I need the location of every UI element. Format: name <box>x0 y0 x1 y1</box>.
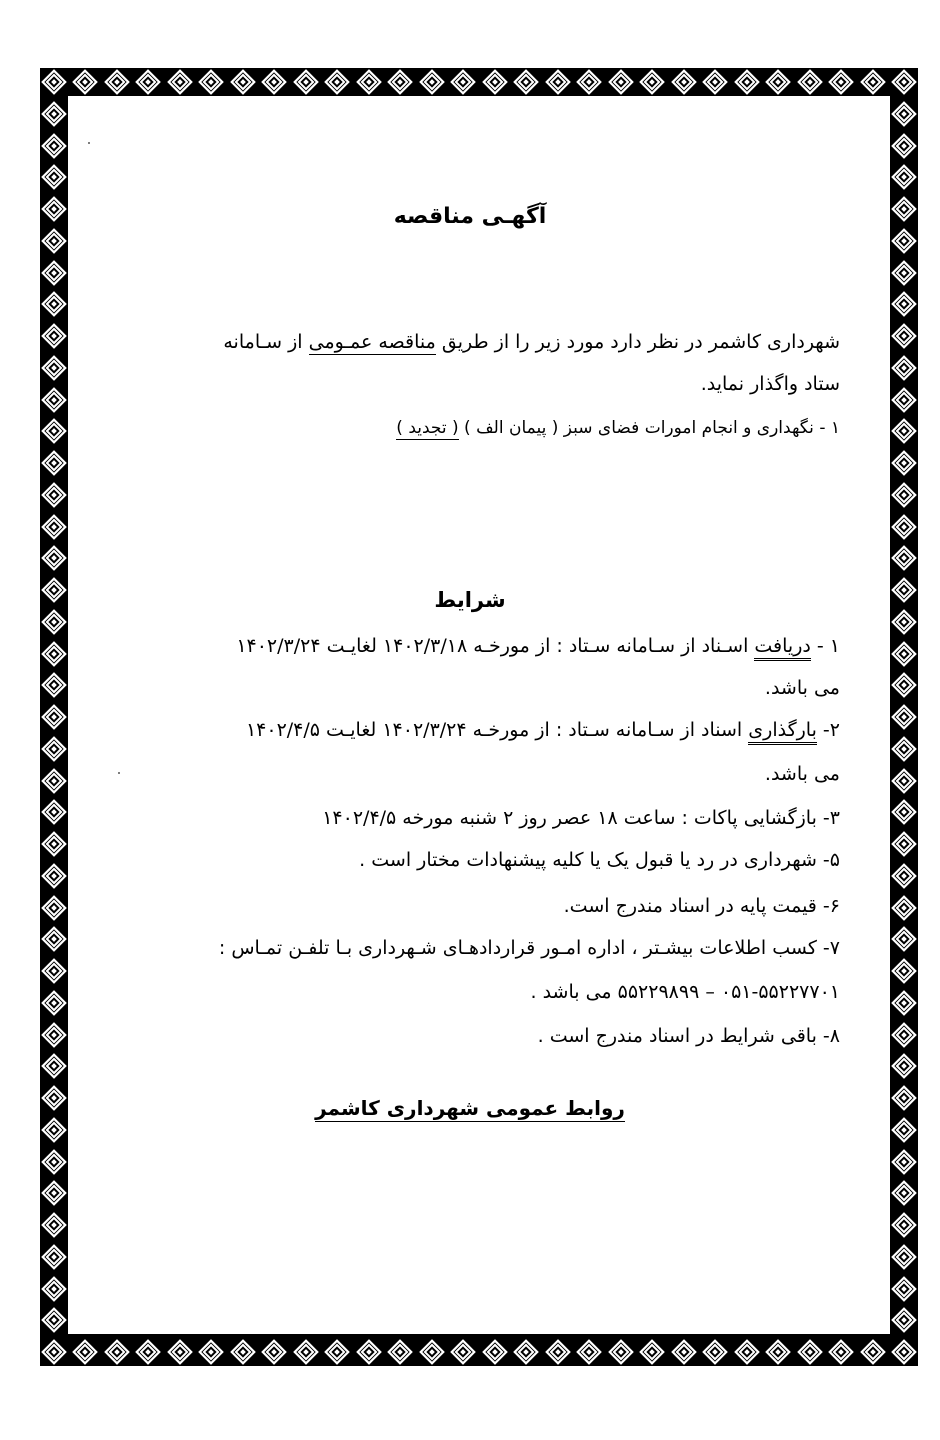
public-relations-signature: روابط عمومی شهرداری کاشمر <box>315 1096 625 1120</box>
intro-text: شهرداری کاشمر در نظر دارد مورد زیر را از طریق <box>435 331 840 353</box>
condition-2 <box>246 716 840 744</box>
page-area <box>68 96 890 1334</box>
notice-title: آگهـی مناقصه <box>393 204 547 229</box>
condition-2-cont: می باشد. <box>764 763 840 785</box>
condition-number: ۱ - <box>810 635 840 657</box>
tender-item-text: ۱ - نگهداری و انجام امورات فضای سبز ( پیمان الف ) <box>458 418 840 438</box>
condition-7: ۷- کسب اطلاعات بیشـتر ، اداره امـور قراردادهـای شـهرداری بـا تلفـن تمـاس : <box>218 937 840 959</box>
condition-text: اسـناد از سـامانه سـتاد : از مورخـه ۱۴۰۲/۳/۱۸ لغایـت ۱۴۰۲/۳/۲۴ <box>236 635 755 657</box>
condition-number: ۲- <box>816 719 840 741</box>
receive-underlined: دریافت <box>754 635 810 661</box>
intro-text-end: از سـامانه <box>223 331 309 353</box>
intro-line-1 <box>223 328 840 356</box>
upload-underlined: بارگذاری <box>748 719 817 745</box>
condition-3: ۳- بازگشایی پاکات : ساعت ۱۸ عصر روز ۲ شنبه مورخه ۱۴۰۲/۴/۵ <box>322 807 840 829</box>
scan-speck <box>88 142 90 144</box>
scan-speck <box>118 772 120 774</box>
intro-line-2: ستاد واگذار نماید. <box>700 373 840 395</box>
condition-text: اسناد از سـامانه سـتاد : از مورخـه ۱۴۰۲/۳/۲۴ لغایـت ۱۴۰۲/۴/۵ <box>245 719 749 741</box>
condition-7-phones: ۰۵۱-۵۵۲۲۷۷۰۱ – ۵۵۲۲۹۸۹۹ می باشد . <box>530 981 840 1003</box>
condition-6: ۶- قیمت پایه در اسناد مندرج است. <box>563 895 840 917</box>
signature-line <box>100 1096 840 1120</box>
condition-1 <box>236 632 840 660</box>
tender-item <box>396 414 840 442</box>
condition-1-cont: می باشد. <box>764 677 840 699</box>
condition-8: ۸- باقی شرایط در اسناد مندرج است . <box>537 1025 840 1047</box>
renewal-underlined: ( تجدید ) <box>396 418 459 438</box>
conditions-heading: شرایط <box>434 588 506 612</box>
tender-type-underlined: مناقصه عمـومی <box>308 331 436 353</box>
condition-5: ۵- شهرداری در رد یا قبول یک یا کلیه پیشنهادات مختار است . <box>359 849 840 871</box>
